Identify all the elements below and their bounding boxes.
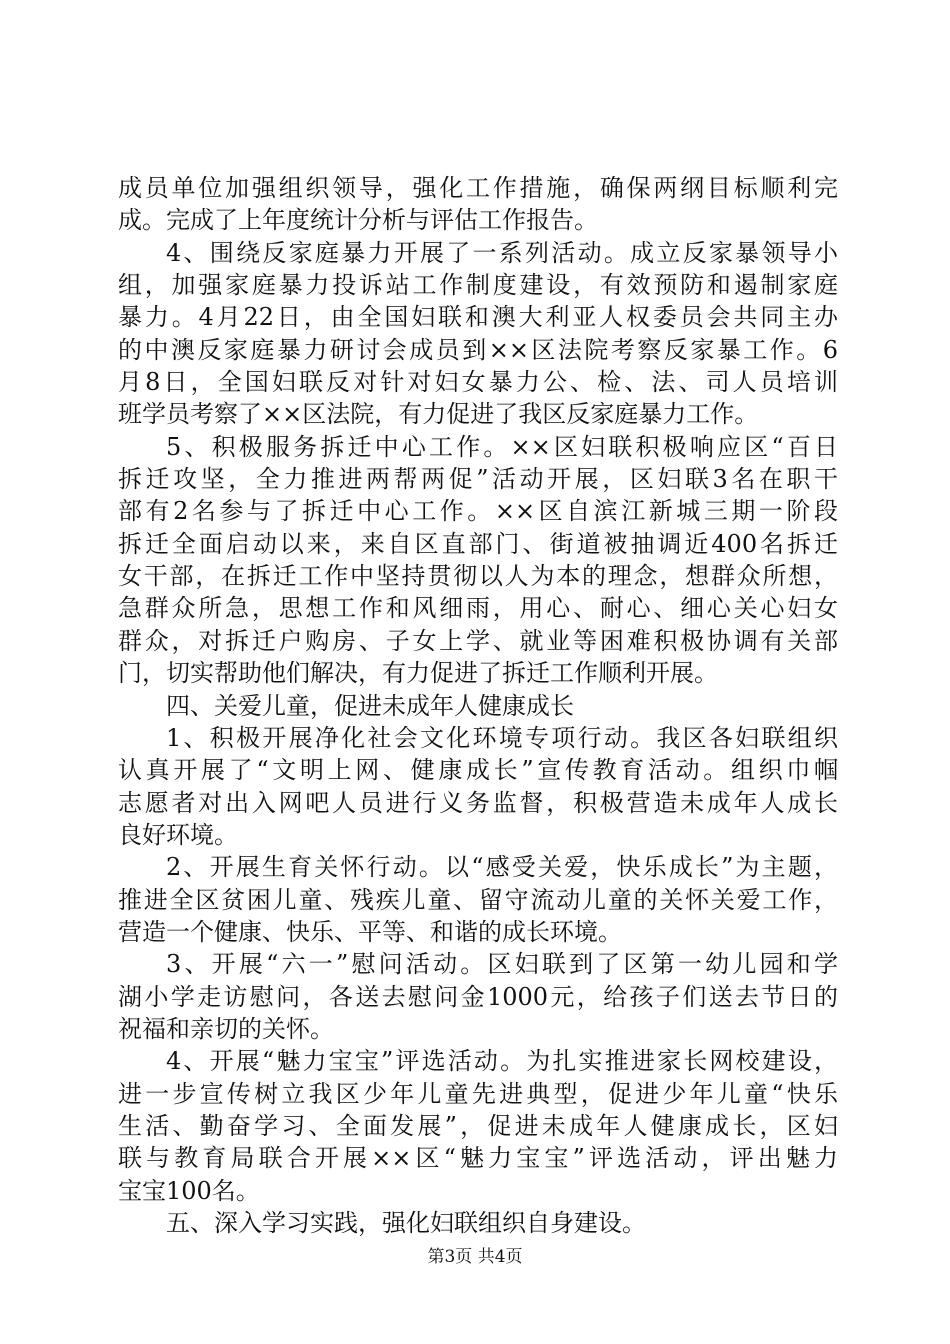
text-line: 4、开展“魅力宝宝”评选活动。为扎实推进家长网校建设， xyxy=(166,1047,838,1076)
text-line: 认真开展了“文明上网、健康成长”宣传教育活动。组织巾帼 xyxy=(118,756,838,785)
text-line: 五、深入学习实践，强化妇联组织自身建设。 xyxy=(166,1209,646,1237)
text-line: 推进全区贫困儿童、残疾儿童、留守流动儿童的关怀关爱工作， xyxy=(118,885,838,914)
text-line: 祝福和亲切的关怀。 xyxy=(118,1014,334,1043)
text-line: 群众，对拆迁户购房、子女上学、就业等困难积极协调有关部 xyxy=(118,626,838,655)
text-line: 部有2名参与了拆迁中心工作。××区自滨江新城三期一阶段 xyxy=(118,497,838,526)
text-line: 成。完成了上年度统计分析与评估工作报告。 xyxy=(118,206,598,235)
text-line: 志愿者对出入网吧人员进行义务监督，积极营造未成年人成长 xyxy=(118,788,838,817)
text-line: 月8日，全国妇联反对针对妇女暴力公、检、法、司人员培训 xyxy=(118,368,838,397)
text-line: 拆迁攻坚，全力推进两帮两促”活动开展，区妇联3名在职干 xyxy=(118,465,838,494)
text-line: 四、关爱儿童，促进未成年人健康成长 xyxy=(166,691,574,720)
text-line: 1、积极开展净化社会文化环境专项行动。我区各妇联组织 xyxy=(166,723,838,752)
text-line: 营造一个健康、快乐、平等、和谐的成长环境。 xyxy=(118,917,622,946)
text-line: 4、围绕反家庭暴力开展了一系列活动。成立反家暴领导小 xyxy=(166,238,838,267)
text-line: 门，切实帮助他们解决，有力促进了拆迁工作顺利开展。 xyxy=(118,659,718,688)
text-line: 2、开展生育关怀行动。以“感受关爱，快乐成长”为主题， xyxy=(166,853,838,882)
text-line: 进一步宣传树立我区少年儿童先进典型，促进少年儿童“快乐 xyxy=(118,1079,838,1108)
text-line: 良好环境。 xyxy=(118,820,238,849)
text-line: 生活、勤奋学习、全面发展”，促进未成年人健康成长，区妇 xyxy=(118,1111,838,1140)
text-line: 女干部，在拆迁工作中坚持贯彻以人为本的理念，想群众所想， xyxy=(118,562,838,591)
text-line: 5、积极服务拆迁中心工作。××区妇联积极响应区“百日 xyxy=(166,432,838,461)
text-line: 暴力。4月22日，由全国妇联和澳大利亚人权委员会共同主办 xyxy=(118,303,838,332)
text-line: 3、开展“六一”慰问活动。区妇联到了区第一幼儿园和学 xyxy=(166,950,838,979)
text-line: 湖小学走访慰问，各送去慰问金1000元，给孩子们送去节日的 xyxy=(118,982,838,1011)
text-line: 联与教育局联合开展××区“魅力宝宝”评选活动，评出魅力 xyxy=(118,1144,838,1173)
page-footer: 第3页 共4页 xyxy=(427,1247,523,1267)
document-body xyxy=(118,172,838,1239)
text-line: 班学员考察了××区法院，有力促进了我区反家庭暴力工作。 xyxy=(118,400,759,429)
text-line: 的中澳反家庭暴力研讨会成员到××区法院考察反家暴工作。6 xyxy=(118,335,838,364)
text-line: 拆迁全面启动以来，来自区直部门、街道被抽调近400名拆迁 xyxy=(118,529,838,558)
text-line: 成员单位加强组织领导，强化工作措施，确保两纲目标顺利完 xyxy=(118,174,838,202)
text-line: 宝宝100名。 xyxy=(118,1176,260,1205)
text-line: 急群众所急，思想工作和风细雨，用心、耐心、细心关心妇女 xyxy=(118,594,838,623)
text-line: 组，加强家庭暴力投诉站工作制度建设，有效预防和遏制家庭 xyxy=(118,271,838,300)
